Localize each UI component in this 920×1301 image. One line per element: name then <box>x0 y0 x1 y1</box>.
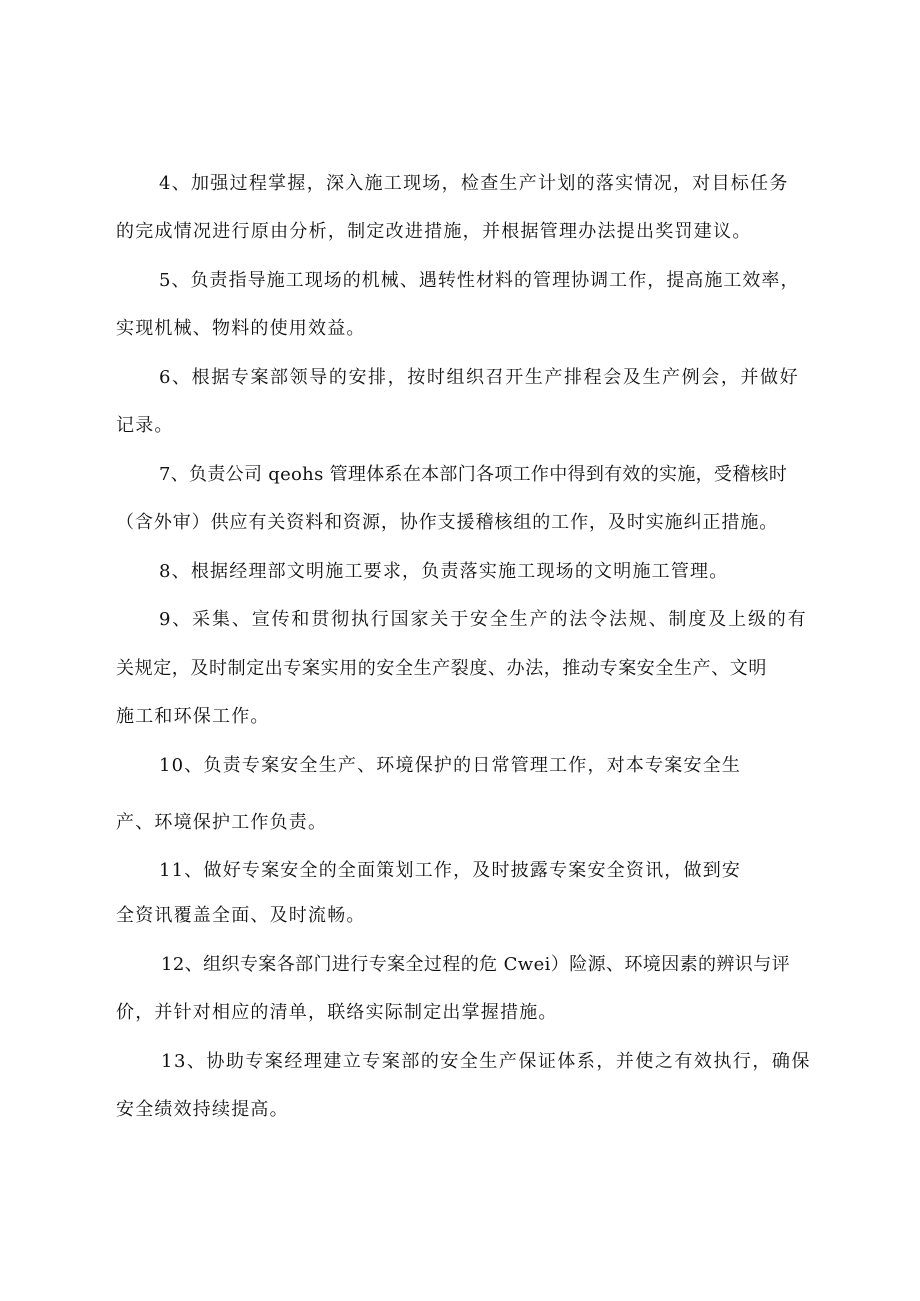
text-line: 施工和环保工作。 <box>116 706 270 727</box>
text-line: 安全绩效持续提高。 <box>116 1099 289 1120</box>
text-line: 8、根据经理部文明施工要求，负责落实施工现场的文明施工管理。 <box>159 561 729 582</box>
text-line: 7、负责公司 qeohs 管理体系在本部门各项工作中得到有效的实施，受稽核时 <box>159 464 788 485</box>
text-line: 实现机械、物料的使用效益。 <box>116 318 366 339</box>
text-line: 关规定，及时制定出专案实用的安全生产裂度、办法，推动专案安全生产、文明 <box>116 658 767 679</box>
text-line: 9、采集、宣传和贯彻执行国家关于安全生产的法令法规、制度及上级的有 <box>159 609 808 630</box>
text-line: 价，并针对相应的清单，联络实际制定出掌握措施。 <box>116 1002 558 1023</box>
text-line: 全资讯覆盖全面、及时流畅。 <box>116 905 366 926</box>
text-line: 产、环境保护工作负责。 <box>116 812 328 833</box>
text-line: 5、负责指导施工现场的机械、遇转性材料的管理协调工作，提高施工效率， <box>159 270 800 291</box>
text-line: 的完成情况进行原由分析，制定改进措施，并根据管理办法提出奖罚建议。 <box>116 221 752 242</box>
text-line: 10、负责专案安全生产、环境保护的日常管理工作，对本专案安全生 <box>159 755 742 776</box>
text-line: 6、根据专案部领导的安排，按时组织召开生产排程会及生产例会，并做好 <box>159 367 800 388</box>
text-line: 12、组织专案各部门进行专案全过程的危 Cwei）险源、环境因素的辨识与评 <box>161 954 791 975</box>
text-line: 记录。 <box>116 415 174 436</box>
text-line: 11、做好专案安全的全面策划工作，及时披露专案安全资讯，做到安 <box>159 860 742 881</box>
text-line: 13、协助专案经理建立专案部的安全生产保证体系，并使之有效执行，确保 <box>161 1051 811 1072</box>
text-line: 4、加强过程掌握，深入施工现场，检查生产计划的落实情况，对目标任务 <box>159 173 789 194</box>
text-line: （含外审）供应有关资料和资源，协作支援稽核组的工作，及时实施纠正措施。 <box>116 512 779 533</box>
